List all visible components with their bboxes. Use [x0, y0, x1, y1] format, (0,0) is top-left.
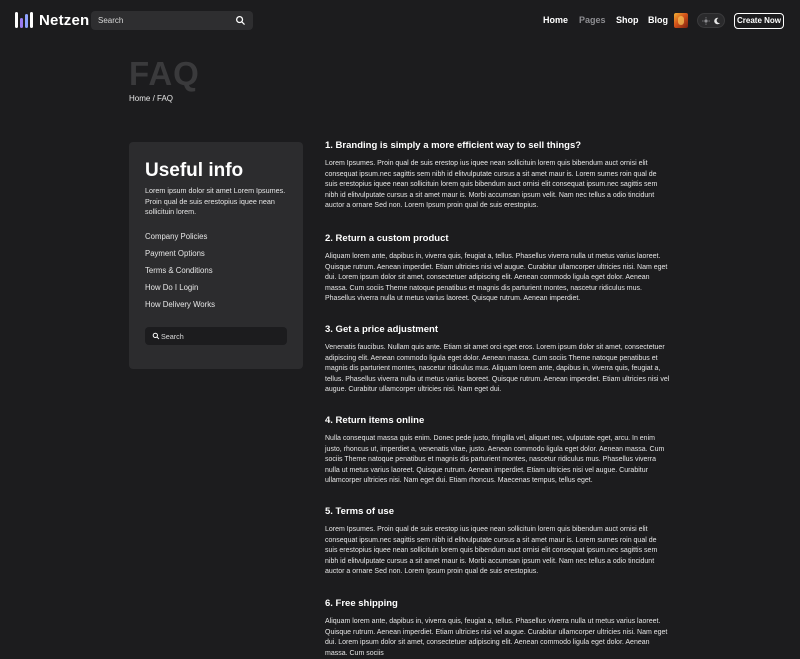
- faq-item: [325, 140, 670, 212]
- faq-item: [325, 324, 670, 396]
- faq-answer: Lorem Ipsumes. Proin qual de suis erestop ius iquee nean sollicituin lorem quis bibendum auct ornisi elit consequat ipsum.nec sagittis sem nibh id elitvulputate cursus a sit amet maur is. Lorem sumes roin qual de suis erestopius iquee nean sollicituin lorem quis bibendum auct ornisi elit consequat ipsum.nec sagittis sem nibh id elitvulputate cursus a sit amet maur is. Morbi accumsan ipsum velit. Nam nec tellus a odio tincidunt auctor a ornare Sed non. Lorem Ipsum proin qual de suis erestopius.: [325, 526, 658, 575]
- sidebar-description: Lorem ipsum dolor sit amet Lorem Ipsumes. Proin qual de suis erestopius iquee nean sollicituin lorem.: [145, 186, 286, 216]
- page-title: FAQ: [129, 55, 200, 92]
- sidebar-link-how-do-i-login[interactable]: How Do I Login: [145, 283, 199, 292]
- faq-question: 6. Free shipping: [325, 598, 398, 609]
- theme-toggle[interactable]: [697, 13, 725, 28]
- faq-item: [325, 598, 670, 659]
- moon-icon: [713, 17, 721, 25]
- nav-home[interactable]: Home: [543, 15, 569, 25]
- faq-item: [325, 233, 670, 305]
- sidebar-title: Useful info: [145, 160, 244, 181]
- brand-logo[interactable]: [14, 10, 89, 30]
- faq-question: 3. Get a price adjustment: [325, 324, 438, 335]
- nav-pages[interactable]: Pages: [579, 15, 606, 25]
- sidebar-search-input[interactable]: [161, 327, 281, 345]
- faq-answer: Venenatis faucibus. Nullam quis ante. Etiam sit amet orci eget eros. Lorem ipsum dolor sit amet, consectetuer adipiscing elit. Aenean commodo ligula eget dolor. Aenean massa. Cum sociis Theme natoque penatibus et magnis dis parturient montes, nascetur ridiculus mus. Aliquam lorem ante, dapibus in, viverra quis, feugiat a, tellus. Phasellus viverra nulla ut metus varius laoreet. Quisque rutrum. Aenean imperdiet. Etiam ultricies nisi vel augue. Curabitur ullamcorper ultricies nisi. Nam eget dui.: [325, 344, 670, 393]
- create-now-button[interactable]: Create Now: [734, 13, 784, 29]
- faq-item: [325, 506, 670, 578]
- sidebar-links: [145, 232, 215, 317]
- useful-info-panel: [129, 142, 303, 369]
- search-icon: [152, 332, 160, 340]
- faq-item: [325, 415, 670, 487]
- faq-question: 1. Branding is simply a more efficient way to sell things?: [325, 140, 582, 151]
- header-search-input[interactable]: [91, 11, 231, 30]
- sidebar-link-payment-options[interactable]: Payment Options: [145, 249, 205, 258]
- faq-question: 5. Terms of use: [325, 506, 394, 517]
- site-header: [0, 0, 800, 42]
- avatar[interactable]: [674, 13, 688, 28]
- faq-answer: Aliquam lorem ante, dapibus in, viverra quis, feugiat a, tellus. Phasellus viverra nulla ut metus varius laoreet. Quisque rutrum. Aenean imperdiet. Etiam ultricies nisi vel augue. Curabitur ullamcorper ultricies nisi. Nam eget dui. Lorem ipsum dolor sit amet, consectetuer adipiscing elit. Aenean commodo ligula eget dolor. Aenean massa. Cum sociis Theme natoque penatibus et magnis dis parturient montes, nascetur ridiculus mus. Phasellus viverra nulla ut metus varius laoreet. Quisque rutrum. Aenean imperdiet.: [325, 253, 668, 302]
- search-icon[interactable]: [235, 15, 246, 26]
- sidebar-link-terms-conditions[interactable]: Terms & Conditions: [145, 266, 213, 275]
- sun-icon: [702, 17, 710, 25]
- faq-answer: Lorem Ipsumes. Proin qual de suis erestop ius iquee nean sollicituin lorem quis bibendum auct ornisi elit consequat ipsum.nec sagittis sem nibh id elitvulputate cursus a sit amet maur is. Lorem sumes roin qual de suis erestopius iquee nean sollicituin lorem quis bibendum auct ornisi elit consequat ipsum.nec sagittis sem nibh id elitvulputate cursus a sit amet maur is. Morbi accumsan ipsum velit. Nam nec tellus a odio tincidunt auctor a ornare Sed non. Lorem Ipsum proin qual de suis erestopius.: [325, 160, 658, 209]
- faq-question: 4. Return items online: [325, 415, 425, 426]
- faq-answer: Aliquam lorem ante, dapibus in, viverra quis, feugiat a, tellus. Phasellus viverra nulla ut metus varius laoreet. Quisque rutrum. Aenean imperdiet. Etiam ultricies nisi vel augue. Curabitur ullamcorper ultricies nisi. Nam eget dui. Lorem ipsum dolor sit amet, consectetuer adipiscing elit. Aenean commodo ligula eget dolor. Aenean massa. Cum sociis: [325, 618, 668, 657]
- faq-answer: Nulla consequat massa quis enim. Donec pede justo, fringilla vel, aliquet nec, vulputate eget, arcu. In enim justo, rhoncus ut, imperdiet a, venenatis vitae, justo. Aenean commodo ligula eget dolor. Aenean massa. Cum sociis Theme natoque penatibus et magnis dis parturient montes, nascetur ridiculus mus. Phasellus viverra nulla ut metus varius laoreet. Quisque rutrum. Aenean imperdiet. Etiam ultricies nisi vel augue. Curabitur ullamcorper ultricies nisi. Nam eget dui. Etiam rhoncus. Maecenas tempus, tellus eget.: [325, 435, 665, 484]
- sidebar-link-company-policies[interactable]: Company Policies: [145, 232, 208, 241]
- faq-question: 2. Return a custom product: [325, 233, 449, 244]
- sidebar-link-how-delivery-works[interactable]: How Delivery Works: [145, 300, 216, 309]
- nav-blog[interactable]: Blog: [648, 15, 668, 25]
- logo-text: Netzen: [39, 11, 90, 29]
- breadcrumb[interactable]: Home / FAQ: [129, 94, 174, 103]
- sidebar-search: [145, 327, 287, 345]
- header-search: [91, 11, 253, 30]
- logo-icon: [14, 10, 34, 30]
- nav-shop[interactable]: Shop: [616, 15, 639, 25]
